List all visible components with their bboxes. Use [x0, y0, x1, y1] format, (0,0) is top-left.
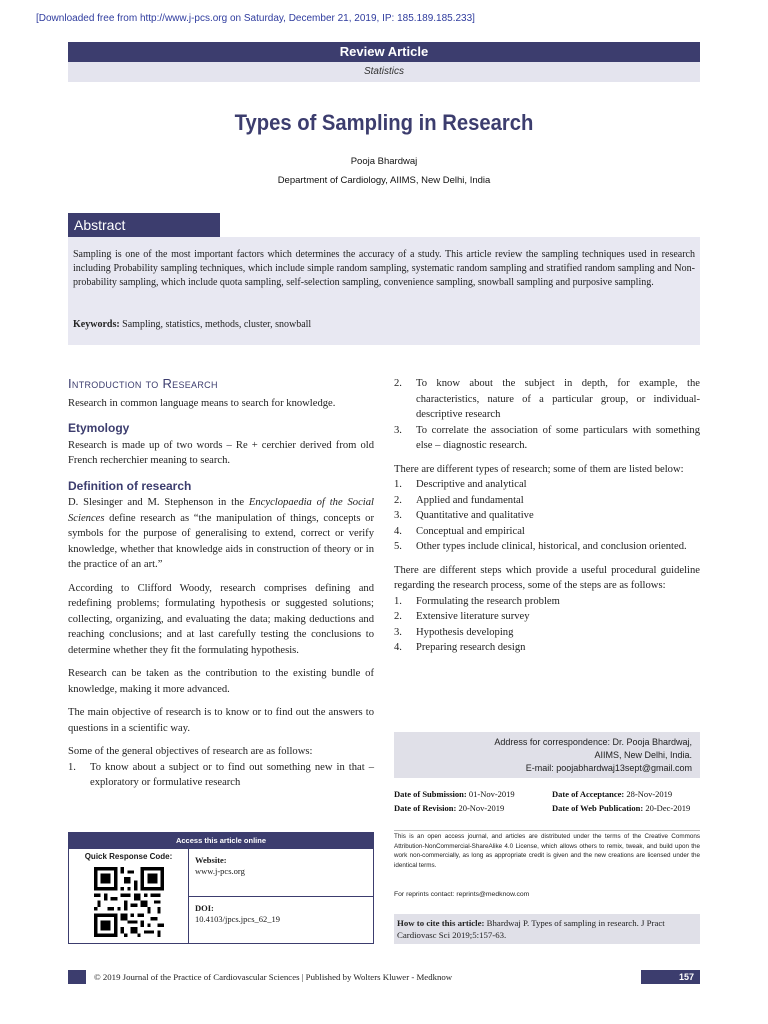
- list-item: [394, 594, 700, 610]
- download-note: [Downloaded free from http://www.j-pcs.org on Saturday, December 21, 2019, IP: 185.189.185.233]: [36, 13, 475, 24]
- etymology-paragraph: Research is made up of two words – Re + cerchier derived from old French recherchier meaning to search.: [68, 439, 374, 466]
- definition-text-end: define research as “the manipulation of things, concepts or symbols for the purpose of generalising to extend, correct or verify knowledge, whether that knowledge aids in construction of theory or in the practice of an art.”: [68, 512, 374, 570]
- date-label: Date of Submission:: [394, 789, 467, 799]
- steps-intro: There are different steps which provide a useful procedural guideline regarding the research process, some of the steps are as follows:: [394, 564, 700, 591]
- list-text: Applied and fundamental: [416, 494, 524, 506]
- list-item: [394, 524, 700, 540]
- website-row: [189, 849, 373, 896]
- qr-label: Quick Response Code:: [84, 852, 173, 861]
- list-number: 4.: [394, 642, 402, 653]
- date-label: Date of Revision:: [394, 803, 457, 813]
- date-web-publication: [552, 801, 690, 815]
- date-submission: [394, 787, 552, 801]
- definition-text-start: D. Slesinger and M. Stephenson in the: [68, 497, 249, 508]
- list-item: [394, 477, 700, 493]
- correspondence-box: [394, 732, 700, 778]
- list-text: Preparing research design: [416, 642, 526, 653]
- list-text: Extensive literature survey: [416, 611, 530, 622]
- keywords-list: Sampling, statistics, methods, cluster, snowball: [119, 319, 312, 330]
- page-footer: [68, 970, 700, 984]
- list-item: [68, 760, 374, 791]
- qr-cell: [69, 849, 189, 943]
- list-text: Quantitative and qualitative: [416, 510, 534, 521]
- subheading-definition: Definition of research: [68, 478, 192, 493]
- list-number: 4.: [394, 525, 402, 537]
- correspondence-line: Address for correspondence: Dr. Pooja Bhardwaj,: [494, 737, 692, 747]
- date-label: Date of Web Publication:: [552, 803, 644, 813]
- list-text: To know about a subject or to find out something new in that – exploratory or formulative research: [90, 761, 374, 788]
- research-types-list: [394, 477, 700, 555]
- list-item: [394, 423, 700, 454]
- list-item: [394, 493, 700, 509]
- article-dates: [394, 787, 700, 815]
- list-number: 3.: [394, 424, 402, 436]
- abstract-keywords: [73, 318, 695, 332]
- keywords-label: Keywords:: [73, 319, 120, 330]
- citation-label: How to cite this article:: [397, 918, 485, 928]
- list-text: Formulating the research problem: [416, 595, 560, 607]
- intro-paragraph: Research in common language means to search for knowledge.: [68, 397, 336, 409]
- access-article-box: [68, 832, 374, 944]
- subheading-etymology: Etymology: [68, 421, 130, 435]
- list-number: 3.: [394, 626, 402, 638]
- doi-label: DOI:: [195, 902, 214, 913]
- author-name: Pooja Bhardwaj: [350, 156, 418, 167]
- list-number: 3.: [394, 510, 402, 521]
- date-value: 20-Nov-2019: [456, 803, 505, 813]
- list-item: [394, 625, 700, 641]
- research-steps-list: [394, 594, 700, 656]
- article-category: Statistics: [68, 62, 700, 82]
- left-column: [68, 376, 374, 791]
- list-text: Hypothesis developing: [416, 626, 514, 638]
- list-item: [394, 640, 700, 656]
- contribution-paragraph: Research can be taken as the contribution to the existing bundle of knowledge, making it more advanced.: [68, 668, 374, 695]
- doi-row: [189, 896, 373, 944]
- qr-code-icon[interactable]: [94, 867, 164, 937]
- encyclopaedia-title: Encyclopaedia of the Social Sciences: [68, 497, 374, 524]
- date-acceptance: [552, 787, 672, 801]
- citation-box: [394, 914, 700, 944]
- list-text: To correlate the association of some particulars with something else – diagnostic research.: [416, 424, 700, 451]
- list-item: [394, 376, 700, 423]
- page-number: 157: [678, 972, 694, 982]
- date-value: 28-Nov-2019: [624, 789, 673, 799]
- doi-link[interactable]: 10.4103/jpcs.jpcs_62_19: [195, 913, 280, 924]
- list-item: [394, 508, 700, 524]
- website-label: Website:: [195, 855, 227, 865]
- date-value: 01-Nov-2019: [466, 789, 515, 799]
- objectives-list-continued: [394, 376, 700, 454]
- list-number: 2.: [394, 611, 402, 622]
- correspondence-email[interactable]: E-mail: poojabhardwaj13sept@gmail.com: [525, 763, 692, 773]
- list-text: Descriptive and analytical: [416, 479, 527, 490]
- author-affiliation: Department of Cardiology, AIIMS, New Delhi, India: [277, 175, 491, 186]
- list-number: 1.: [394, 595, 402, 607]
- list-text: Other types include clinical, historical, and conclusion oriented.: [416, 541, 687, 552]
- general-objectives-intro: Some of the general objectives of research are as follows:: [68, 746, 313, 757]
- footer-copyright: © 2019 Journal of the Practice of Cardiovascular Sciences | Published by Wolters Kluwer - Medknow: [86, 970, 641, 984]
- abstract-heading: Abstract: [68, 213, 220, 237]
- list-number: 2.: [394, 378, 402, 389]
- article-title: Types of Sampling in Research: [234, 110, 534, 135]
- correspondence-line: AIIMS, New Delhi, India.: [594, 750, 692, 760]
- list-number: 1.: [68, 761, 76, 773]
- list-number: 2.: [394, 494, 402, 506]
- citation-text: Bhardwaj P. Types of sampling in research. J Pract Cardiovasc Sci 2019;5:157-63.: [397, 918, 665, 940]
- reprints-contact: For reprints contact: reprints@medknow.com: [394, 891, 530, 898]
- license-text: This is an open access journal, and articles are distributed under the terms of the Creative Commons Attribution-NonCommercial-ShareAlike 4.0 License, which allows others to remix, tweak, and build upon the work non-commercially, as long as appropriate credit is given and the new creations are licensed under the identical terms.: [394, 830, 700, 870]
- date-label: Date of Acceptance:: [552, 789, 625, 799]
- definition-paragraph: [68, 495, 374, 573]
- woody-paragraph: According to Clifford Woody, research comprises defining and redefining problems; formulating hypothesis or suggested solutions; collecting, organizing, and evaluating the data; making deductions and reaching conclusions; and at last carefully testing the conclusions to determine whether they fit the formulating hypothesis.: [68, 582, 374, 656]
- right-column: [394, 376, 700, 656]
- list-item: [394, 609, 700, 625]
- objective-paragraph: The main objective of research is to know or to find out the answers to questions in a scientific way.: [68, 707, 374, 734]
- list-number: 1.: [394, 479, 402, 490]
- abstract-text: Sampling is one of the most important factors which determines the accuracy of a study. This article review the sampling techniques used in research including Probability sampling techniques, which include simple random sampling, systematic random sampling and stratified random sampling and Non-probability sampling, which include quota sampling, self-selection sampling, convenience sampling, snowball sampling and purposive sampling.: [73, 249, 695, 288]
- list-text: To know about the subject in depth, for example, the characteristics, nature of a particular group, or individual-descriptive research: [416, 378, 700, 420]
- article-type-banner: Review Article: [68, 42, 700, 62]
- list-item: [394, 539, 700, 555]
- abstract-box: [68, 213, 700, 345]
- website-link[interactable]: www.j-pcs.org: [195, 866, 245, 876]
- section-heading-introduction: Introduction to Research: [68, 376, 218, 391]
- types-intro: There are different types of research; some of them are listed below:: [394, 463, 684, 475]
- date-value: 20-Dec-2019: [643, 803, 691, 813]
- date-revision: [394, 801, 552, 815]
- list-text: Conceptual and empirical: [416, 525, 525, 537]
- list-number: 5.: [394, 541, 402, 552]
- access-heading: Access this article online: [69, 833, 373, 849]
